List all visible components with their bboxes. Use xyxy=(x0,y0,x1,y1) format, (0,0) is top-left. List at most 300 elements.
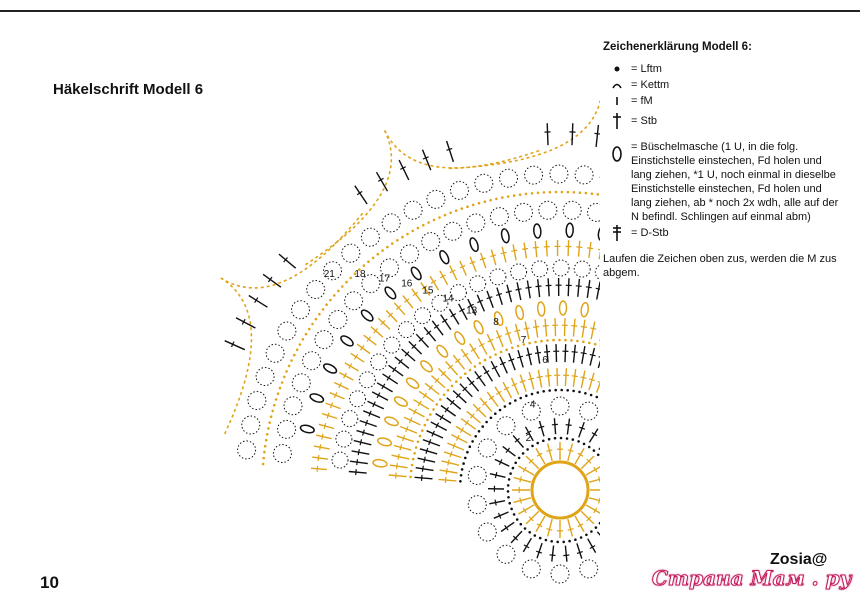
chain-stitch-mark xyxy=(590,530,593,533)
stitch-mark xyxy=(378,318,390,329)
chain-loop xyxy=(273,445,291,463)
stitch-crossbar xyxy=(595,133,601,134)
legend-label: = D-Stb xyxy=(631,227,669,239)
stitch-mark xyxy=(546,240,547,256)
chain-loop xyxy=(497,545,515,563)
stitch-mark xyxy=(513,244,516,260)
chain-stitch-mark xyxy=(577,440,580,443)
chain-stitch-mark xyxy=(386,246,389,249)
stitch-mark xyxy=(371,327,383,338)
chain-stitch-mark xyxy=(508,502,511,505)
stitch-crossbar xyxy=(495,472,496,478)
chain-stitch-mark xyxy=(422,224,425,227)
stitch-crossbar xyxy=(568,450,574,452)
chain-stitch-mark xyxy=(501,196,504,199)
chain-stitch-mark xyxy=(281,381,284,384)
chain-stitch-mark xyxy=(585,192,588,195)
stitch-crossbar xyxy=(547,450,553,452)
chain-stitch-mark xyxy=(263,451,266,454)
stitch-crossbar xyxy=(581,353,587,354)
stitch-mark xyxy=(537,346,540,364)
stitch-mark xyxy=(511,531,522,543)
chain-stitch-mark xyxy=(556,541,559,544)
stitch-mark xyxy=(311,468,327,469)
chain-stitch-mark xyxy=(318,313,321,316)
stitch-crossbar xyxy=(528,378,534,380)
stitch-mark xyxy=(548,369,550,387)
stitch-mark xyxy=(357,431,374,436)
stitch-mark xyxy=(389,475,407,477)
chain-stitch-mark xyxy=(460,474,463,477)
chain-stitch-mark xyxy=(311,323,314,326)
stitch-mark xyxy=(597,282,600,300)
chain-stitch-mark xyxy=(447,389,450,392)
stitch-crossbar xyxy=(320,444,321,450)
chain-stitch-mark xyxy=(500,351,503,354)
stitch-mark xyxy=(581,511,594,524)
stitch-crossbar xyxy=(445,477,446,483)
stitch-mark xyxy=(402,349,416,361)
chain-stitch-mark xyxy=(596,396,599,399)
chain-stitch-mark xyxy=(567,191,570,194)
chain-stitch-mark xyxy=(489,356,492,359)
stitch-mark xyxy=(527,281,530,299)
stitch-mark xyxy=(507,285,512,303)
stitch-mark xyxy=(487,334,495,350)
chain-stitch-mark xyxy=(427,221,430,224)
chain-stitch-mark xyxy=(411,230,414,233)
chain-stitch-mark xyxy=(267,427,270,430)
stitch-crossbar xyxy=(544,352,550,353)
chain-stitch-mark xyxy=(594,343,597,346)
stitch-crossbar xyxy=(550,555,556,556)
chain-stitch-mark xyxy=(349,277,352,280)
stitch-crossbar xyxy=(537,377,543,378)
chain-stitch-mark xyxy=(579,191,582,194)
stitch-mark xyxy=(322,414,337,419)
chain-stitch-mark xyxy=(525,193,528,196)
chain-stitch-mark xyxy=(509,402,512,405)
chain-stitch-mark xyxy=(264,445,267,448)
stitch-mark xyxy=(497,330,504,347)
chain-stitch-mark xyxy=(466,451,469,454)
chain-stitch-mark xyxy=(520,523,523,526)
chain-loop xyxy=(511,264,527,280)
chain-stitch-mark xyxy=(590,394,593,397)
stitch-mark xyxy=(568,519,573,536)
chain-stitch-mark xyxy=(265,439,268,442)
stitch-crossbar xyxy=(524,328,530,329)
chain-stitch-mark xyxy=(459,376,462,379)
stitch-crossbar xyxy=(576,286,582,287)
stitch-mark xyxy=(453,391,466,403)
stitch-mark xyxy=(586,505,600,514)
chain-loop xyxy=(401,245,419,263)
chain-loop xyxy=(399,322,415,338)
chain-stitch-mark xyxy=(432,408,435,411)
chain-loop xyxy=(342,411,358,427)
stitch-mark xyxy=(565,368,566,386)
round-number-label: 13 xyxy=(466,305,478,317)
stitch-mark xyxy=(494,512,509,518)
chain-stitch-mark xyxy=(415,446,418,449)
stitch-mark xyxy=(572,123,573,145)
chain-stitch-mark xyxy=(560,389,563,392)
stitch-mark xyxy=(565,546,567,562)
stitch-mark xyxy=(395,357,409,368)
chain-stitch-mark xyxy=(372,257,375,260)
chain-stitch-mark xyxy=(505,349,508,352)
chain-stitch-mark xyxy=(537,192,540,195)
chain-stitch-mark xyxy=(495,198,498,201)
chain-stitch-mark xyxy=(293,354,296,357)
stitch-mark xyxy=(312,457,328,459)
chain-loop xyxy=(475,174,493,192)
stitch-mark xyxy=(513,435,523,447)
legend-item-stb xyxy=(603,114,843,128)
stitch-mark xyxy=(537,543,542,558)
stitch-crossbar xyxy=(396,473,397,479)
chain-stitch-mark xyxy=(466,205,469,208)
chain-stitch-mark xyxy=(461,468,464,471)
legend-item-fm xyxy=(603,94,843,108)
stitch-crossbar xyxy=(571,326,577,327)
chain-stitch-mark xyxy=(345,281,348,284)
stitch-mark xyxy=(423,150,431,170)
stitch-mark xyxy=(517,282,521,300)
stitch-mark xyxy=(514,498,531,503)
chain-stitch-mark xyxy=(325,303,328,306)
stitch-crossbar xyxy=(511,250,517,251)
stitch-mark xyxy=(423,440,440,446)
chain-stitch-mark xyxy=(566,437,569,440)
chain-loop xyxy=(490,269,506,285)
round-number-label: 21 xyxy=(323,269,335,281)
stitch-mark xyxy=(579,241,580,257)
chain-stitch-mark xyxy=(572,390,575,393)
chain-stitch-mark xyxy=(566,389,569,392)
chain-stitch-mark xyxy=(396,239,399,242)
stitch-mark xyxy=(535,320,538,338)
chain-stitch-mark xyxy=(341,285,344,288)
chain-stitch-mark xyxy=(591,192,594,195)
chain-stitch-mark xyxy=(367,260,370,263)
stitch-mark xyxy=(538,279,540,297)
chain-stitch-mark xyxy=(285,370,288,373)
chain-stitch-mark xyxy=(507,490,510,493)
legend-label: = Kettm xyxy=(631,79,670,91)
stitch-mark xyxy=(416,334,428,347)
stitch-mark xyxy=(552,546,554,562)
stitch-mark xyxy=(316,435,332,439)
chain-stitch-mark xyxy=(514,399,517,402)
chain-stitch-mark xyxy=(411,464,414,467)
chain-stitch-mark xyxy=(464,457,467,460)
chain-stitch-mark xyxy=(574,538,577,541)
stitch-mark xyxy=(490,474,506,478)
stitch-mark xyxy=(568,444,573,461)
chain-stitch-mark xyxy=(474,365,477,368)
chain-stitch-mark xyxy=(554,389,557,392)
chain-stitch-mark xyxy=(550,540,553,543)
chain-stitch-mark xyxy=(507,195,510,198)
legend-item-dstb xyxy=(603,226,843,240)
legend xyxy=(603,40,843,280)
stitch-crossbar xyxy=(535,353,541,354)
chain-stitch-mark xyxy=(545,539,548,542)
stitch-crossbar xyxy=(520,498,522,504)
stitch-mark xyxy=(581,456,594,469)
chain-loop xyxy=(497,417,515,435)
chain-stitch-mark xyxy=(271,410,274,413)
stitch-crossbar xyxy=(566,425,572,426)
chain-stitch-mark xyxy=(514,462,517,465)
stitch-mark xyxy=(565,318,566,336)
chain-stitch-mark xyxy=(560,437,563,440)
stitch-mark xyxy=(506,327,512,344)
stitch-mark xyxy=(424,327,436,341)
stitch-mark xyxy=(581,371,585,389)
cluster-stitch-mark xyxy=(515,305,525,320)
stitch-mark xyxy=(512,378,519,395)
chain-loop xyxy=(478,439,496,457)
chain-loop xyxy=(332,452,348,468)
round-number-label: 8 xyxy=(493,317,499,328)
chain-stitch-mark xyxy=(459,480,462,483)
chain-loop xyxy=(522,560,540,578)
stitch-crossbar xyxy=(426,448,428,454)
stitch-mark xyxy=(350,461,368,463)
stitch-mark xyxy=(326,403,341,409)
stitch-crossbar xyxy=(517,356,523,358)
chain-stitch-mark xyxy=(555,191,558,194)
chain-stitch-mark xyxy=(531,192,534,195)
stitch-mark xyxy=(473,404,486,417)
stitch-mark xyxy=(596,125,598,147)
scallop-edge xyxy=(221,278,252,434)
cluster-stitch-mark xyxy=(533,224,541,239)
chain-stitch-mark xyxy=(299,343,302,346)
stitch-mark xyxy=(386,310,397,322)
chain-stitch-mark xyxy=(519,193,522,196)
stitch-crossbar xyxy=(526,354,532,355)
chain-stitch-mark xyxy=(417,227,420,230)
chain-stitch-mark xyxy=(540,340,543,343)
chain-stitch-mark xyxy=(585,534,588,537)
cluster-stitch-mark xyxy=(377,437,392,447)
cluster-stitch-mark xyxy=(309,392,325,403)
chain-stitch-mark xyxy=(443,394,446,397)
stitch-mark xyxy=(555,318,556,336)
chain-stitch-mark xyxy=(494,412,497,415)
chain-stitch-mark xyxy=(562,541,565,544)
stitch-crossbar xyxy=(324,423,326,429)
stitch-mark xyxy=(481,253,486,268)
chain-stitch-mark xyxy=(275,398,278,401)
chain-loop xyxy=(422,233,440,251)
cluster-stitch-mark xyxy=(597,226,600,241)
chain-stitch-mark xyxy=(337,290,340,293)
scallop-edge xyxy=(385,131,540,168)
cluster-stitch-mark xyxy=(405,376,420,390)
chain-stitch-mark xyxy=(262,463,265,466)
chain-stitch-mark xyxy=(262,457,265,460)
stitch-crossbar xyxy=(599,357,600,359)
stitch-mark xyxy=(568,240,569,256)
stitch-mark xyxy=(425,383,439,394)
cluster-stitch-mark xyxy=(580,302,589,317)
stitch-crossbar xyxy=(563,555,569,556)
chain-loop xyxy=(342,244,360,262)
chain-stitch-mark xyxy=(519,397,522,400)
chain-stitch-mark xyxy=(474,435,477,438)
chain-stitch-mark xyxy=(588,446,591,449)
stitch-mark xyxy=(516,324,521,341)
center-ring xyxy=(532,462,588,518)
stitch-crossbar xyxy=(599,498,600,504)
stitch-crossbar xyxy=(400,444,402,450)
stitch-mark xyxy=(392,455,410,459)
stitch-mark xyxy=(591,322,595,340)
stitch-mark xyxy=(548,519,553,536)
chain-loop xyxy=(468,466,486,484)
chain-stitch-mark xyxy=(564,339,567,342)
legend-label: = Büschelmasche (1 U, in die folg. Einstichstelle einstechen, Fd holen und lang ziehen, *1 U, noch einmal in dieselbe Einstichstelle einstechen, Fd holen und lang ziehen, ab * noch 2x wdh, alle auf der N befindl. Schlingen auf einmal abm) xyxy=(631,141,839,223)
stitch-mark xyxy=(540,421,545,436)
chain-stitch-mark xyxy=(528,531,531,534)
stitch-crossbar xyxy=(501,252,507,253)
stitch-mark xyxy=(567,419,569,435)
chain-stitch-mark xyxy=(363,264,366,267)
chain-loop xyxy=(303,352,321,370)
chain-stitch-mark xyxy=(308,328,311,331)
chain-stitch-mark xyxy=(568,540,571,543)
stitch-mark xyxy=(589,478,600,483)
chain-stitch-mark xyxy=(554,437,557,440)
stitch-mark xyxy=(598,351,600,368)
stitch-mark xyxy=(509,353,515,370)
chain-loop xyxy=(248,392,266,410)
page-number: 10 xyxy=(40,573,59,592)
stitch-crossbar xyxy=(599,477,600,483)
chain-stitch-mark xyxy=(526,448,529,451)
stitch-crossbar xyxy=(522,249,528,250)
chain-loop xyxy=(292,374,310,392)
stitch-mark xyxy=(394,446,411,451)
chain-stitch-mark xyxy=(481,425,484,428)
stitch-mark xyxy=(480,398,492,412)
chain-stitch-mark xyxy=(462,462,465,465)
stitch-mark xyxy=(568,278,569,296)
chain-stitch-mark xyxy=(539,537,542,540)
stitch-mark xyxy=(461,349,471,364)
stitch-mark xyxy=(538,370,541,388)
double-cross-icon xyxy=(603,226,631,240)
chain-loop xyxy=(478,523,496,541)
chain-stitch-mark xyxy=(429,413,432,416)
chain-loop xyxy=(345,292,363,310)
chain-stitch-mark xyxy=(534,341,537,344)
stitch-mark xyxy=(547,123,548,145)
chain-loop xyxy=(532,261,548,277)
cluster-stitch-mark xyxy=(383,285,397,300)
cluster-stitch-mark xyxy=(468,237,479,253)
chain-stitch-mark xyxy=(490,417,493,420)
stitch-mark xyxy=(444,452,461,458)
chain-stitch-mark xyxy=(511,347,514,350)
chain-stitch-mark xyxy=(516,518,519,521)
stitch-mark xyxy=(354,441,372,445)
stitch-mark xyxy=(502,247,506,262)
cluster-stitch-mark xyxy=(300,424,315,434)
stitch-crossbar xyxy=(590,328,596,329)
stitch-mark xyxy=(545,319,547,337)
stitch-mark xyxy=(400,427,417,434)
stitch-crossbar xyxy=(543,326,549,327)
chain-stitch-mark xyxy=(588,342,591,345)
round-number-label: 16 xyxy=(401,278,413,290)
stitch-crossbar xyxy=(547,529,553,531)
chain-stitch-mark xyxy=(499,409,502,412)
stitch-mark xyxy=(263,274,281,287)
stitch-mark xyxy=(225,341,245,350)
stitch-crossbar xyxy=(572,352,578,353)
chain-stitch-mark xyxy=(513,513,516,516)
stitch-mark xyxy=(446,362,458,376)
chain-loop xyxy=(470,276,486,292)
stitch-mark xyxy=(573,319,575,337)
stitch-mark xyxy=(441,406,456,417)
stitch-mark xyxy=(453,355,464,369)
chain-loop xyxy=(359,372,375,388)
chain-loop xyxy=(580,402,598,420)
chain-stitch-mark xyxy=(449,212,452,215)
stitch-mark xyxy=(236,318,255,328)
scallop-edge xyxy=(449,92,600,168)
stitch-mark xyxy=(573,369,575,387)
chain-loop xyxy=(307,281,325,299)
stitch-crossbar xyxy=(576,247,582,248)
round-number-label: 4 xyxy=(529,399,536,411)
stitch-crossbar xyxy=(568,529,574,531)
stitch-mark xyxy=(475,371,486,386)
cluster-stitch-mark xyxy=(384,415,400,427)
chain-stitch-mark xyxy=(479,362,482,365)
chain-stitch-mark xyxy=(524,527,527,530)
stitch-mark xyxy=(582,320,585,338)
watermark: Страна Мам . ру xyxy=(652,566,852,590)
stitch-mark xyxy=(470,257,476,272)
chain-stitch-mark xyxy=(469,369,472,372)
round-number-label: 6 xyxy=(542,355,548,367)
stitch-mark xyxy=(579,422,584,437)
round-number-label: 14 xyxy=(442,293,454,305)
chain-stitch-mark xyxy=(417,441,420,444)
chain-stitch-mark xyxy=(542,440,545,443)
cluster-stitch-mark xyxy=(559,301,566,315)
stitch-mark xyxy=(597,376,600,393)
stitch-mark xyxy=(420,449,437,454)
stitch-crossbar xyxy=(533,327,539,328)
chain-stitch-mark xyxy=(333,294,336,297)
stitch-mark xyxy=(529,372,534,390)
chain-loop xyxy=(415,308,431,324)
stitch-mark xyxy=(397,436,414,442)
chain-loop xyxy=(575,166,593,184)
chain-loop xyxy=(238,441,256,459)
cross-icon xyxy=(603,114,631,128)
chain-loop xyxy=(550,165,568,183)
